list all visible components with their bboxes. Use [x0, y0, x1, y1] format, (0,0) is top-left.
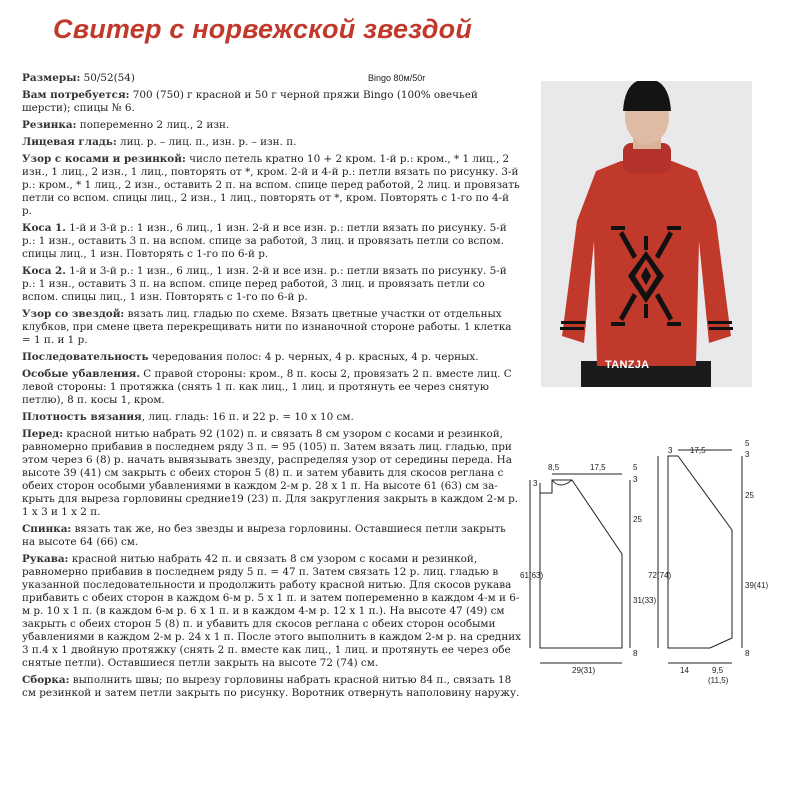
sleeve-dim-top-0: 3 — [668, 446, 673, 455]
section-stockinette: Лицевая гладь: лиц. р. – лиц. п., изн. р. – изн. п. — [22, 136, 297, 148]
section-materials: Вам потребуется: 700 (750) г красной и 50 г черной пряжи Bingo (100% овечьей шерсти); спицы № 6. — [22, 89, 478, 114]
section-sizes: Размеры: 50/52(54) — [22, 72, 135, 84]
front-dim-top-2: 17,5 — [590, 463, 606, 472]
section-gauge: Плотность вязания, лиц. гладь: 16 п. и 22 р. = 10 х 10 см. — [22, 411, 354, 423]
sleeve-dim-bottom-0: 14 — [680, 666, 689, 675]
front-dim-right-0: 5 — [633, 463, 638, 472]
section-cable-rib-pattern: Узор с косами и резинкой: число петель кратно 10 + 2 кром. 1-й р.: кром., * 1 лиц., 2 изн., 1 лиц., 2 изн., 1 лиц., повторять от *, кром. 2-й и 4-й р.: петли вязать по рисунку. 3-й р.: кром., * 1 лиц., 2 изн., оставить 2 п. на вспом. спице перед работой, 2 лиц. и провязать петли со вспом. спицы лиц., 2 изн., 1 лиц., повторять от *, кром. Повторять с 1-го по 4-й р. — [22, 153, 520, 217]
section-cable-1: Коса 1. 1-й и 3-й р.: 1 изн., 6 лиц., 1 изн. 2-й и все изн. р.: петли вязать по рисунку. 5-й р.: 1 изн., оставить 3 п. на вспом. спице за работой, 3 лиц. и провязать петли со вспом. спицы лиц., 1 изн. Повторять с 1-го по 6-й р. — [22, 222, 507, 260]
section-rib: Резинка: попеременно 2 лиц., 2 изн. — [22, 119, 230, 131]
model-photo — [541, 81, 752, 387]
front-dim-right-2: 25 — [633, 515, 642, 524]
instructions-text — [22, 72, 522, 704]
front-dim-top-1: 8,5 — [548, 463, 560, 472]
front-dim-right-1: 3 — [633, 475, 638, 484]
section-front: Перед: красной нитью набрать 92 (102) п. и связать 8 см узором с косами и резинкой, равномерно прибавив в последнем ряду 3 п. = 95 (105) п. Затем вязать лиц. гладью, при этом через 6 (8) р. начать вывязывать звезду, распределяя узор от середины переда. На высоте 39 (41) см закрыть с обеих сторон 5 (8) п. и затем убавить для скосов реглана с обеих сторон особыми убавлениями в каждом 2-м р. 28 х 1 п. На высоте 61 (63) см за- крыть для выреза горловины средние19 (23) п. Для закругления закрыть в каждом 2-м р. 1 х 3 и 1 х 2 п. — [22, 428, 519, 518]
pattern-diagrams — [520, 438, 785, 698]
section-special-decreases: Особые убавления. С правой стороны: кром., 8 п. косы 2, провязать 2 п. вместе лиц. С левой стороны: 1 протяжка (снять 1 п. как лиц., 1 лиц. и протянуть ее через снятую петлю), 8 п. косы 1, кром. — [22, 368, 512, 406]
front-dim-bottom: 29(31) — [572, 666, 596, 675]
sleeve-dim-right-3: 39(41) — [745, 581, 769, 590]
photo-caption: TANZJA — [605, 359, 650, 371]
sleeve-dim-top-1: 17,5 — [690, 446, 706, 455]
page-title: Свитер с норвежской звездой — [53, 14, 473, 44]
sleeve-dim-bottom-1: 9,5 — [712, 666, 724, 675]
sweater-illustration — [541, 81, 752, 387]
front-dim-right-4: 8 — [633, 649, 638, 658]
section-star-pattern: Узор со звездой: вязать лиц. гладью по схеме. Вязать цветные участки от отдельных клубков, при смене цвета перекрещивать нити по изнаночной стороне работы. 1 клетка = 1 п. и 1 р. — [22, 308, 512, 346]
section-stripe-sequence: Последовательность чередования полос: 4 р. черных, 4 р. красных, 4 р. черных. — [22, 351, 479, 363]
pattern-schematics — [520, 438, 785, 698]
sleeve-dim-right-0: 5 — [745, 439, 750, 448]
front-pattern — [530, 474, 630, 663]
yarn-note: Bingo 80м/50г — [368, 73, 426, 83]
sleeve-dim-bottom-2: (11,5) — [708, 676, 729, 685]
sleeve-dim-right-4: 8 — [745, 649, 750, 658]
front-dim-right-3: 31(33) — [633, 596, 657, 605]
sleeve-dim-left: 72(74) — [648, 571, 672, 580]
sleeve-pattern — [658, 450, 742, 663]
section-assembly: Сборка: выполнить швы; по вырезу горловины набрать красной нитью 84 п., связать 18 см резинкой и затем петли закрыть по рисунку. Воротник отвернуть наполовину наружу. — [22, 674, 520, 699]
section-sleeves: Рукава: красной нитью набрать 42 п. и связать 8 см узором с косами и резинкой, равномерно прибавив в последнем ряду 5 п. = 47 п. Затем связать 12 р. лиц. гладью в указанной последовательности и продолжить работу красной нитью. Для скосов рукава прибавить с обеих сторон в каждом 6-м р. 5 х 1 п. и затем попеременно в каждом 4-м и 6-м р. 10 х 1 п. (в каждом 6-м р. 6 х 1 п. и в каждом 4-м р. 12 х 1 п.). На высоте 47 (49) см закрыть с обеих сторон 5 (8) п. и убавить для скосов реглана с обеих сторон особыми убавлениями в каждом 2-м р. 24 х 1 п. После этого выполнить в каждом 2-м р. на средних 3 п.4 х 1 двойную протяжку (снять 2 п. вместе как лиц., 1 лиц. и протянуть ее через обе снятые петли). Оставшиеся петли закрыть на высоте 72 (74) см. — [22, 553, 522, 669]
sleeve-dim-right-2: 25 — [745, 491, 754, 500]
section-back: Спинка: вязать так же, но без звезды и выреза горловины. Оставшиеся петли закрыть на высоте 64 (66) см. — [22, 523, 506, 548]
section-cable-2: Коса 2. 1-й и 3-й р.: 1 изн., 6 лиц., 1 изн. 2-й и все изн. р.: петли вязать по рисунку. 5-й р.: 1 изн., оставить 3 п. на вспом. спице перед работой, 3 лиц. и провязать петли со вспом. спицы лиц., 1 изн. Повторять с 1-го по 6-й р. — [22, 265, 507, 303]
sleeve-dim-right-1: 3 — [745, 450, 750, 459]
front-dim-top-0: 3 — [533, 479, 538, 488]
front-dim-left: 61(63) — [520, 571, 544, 580]
